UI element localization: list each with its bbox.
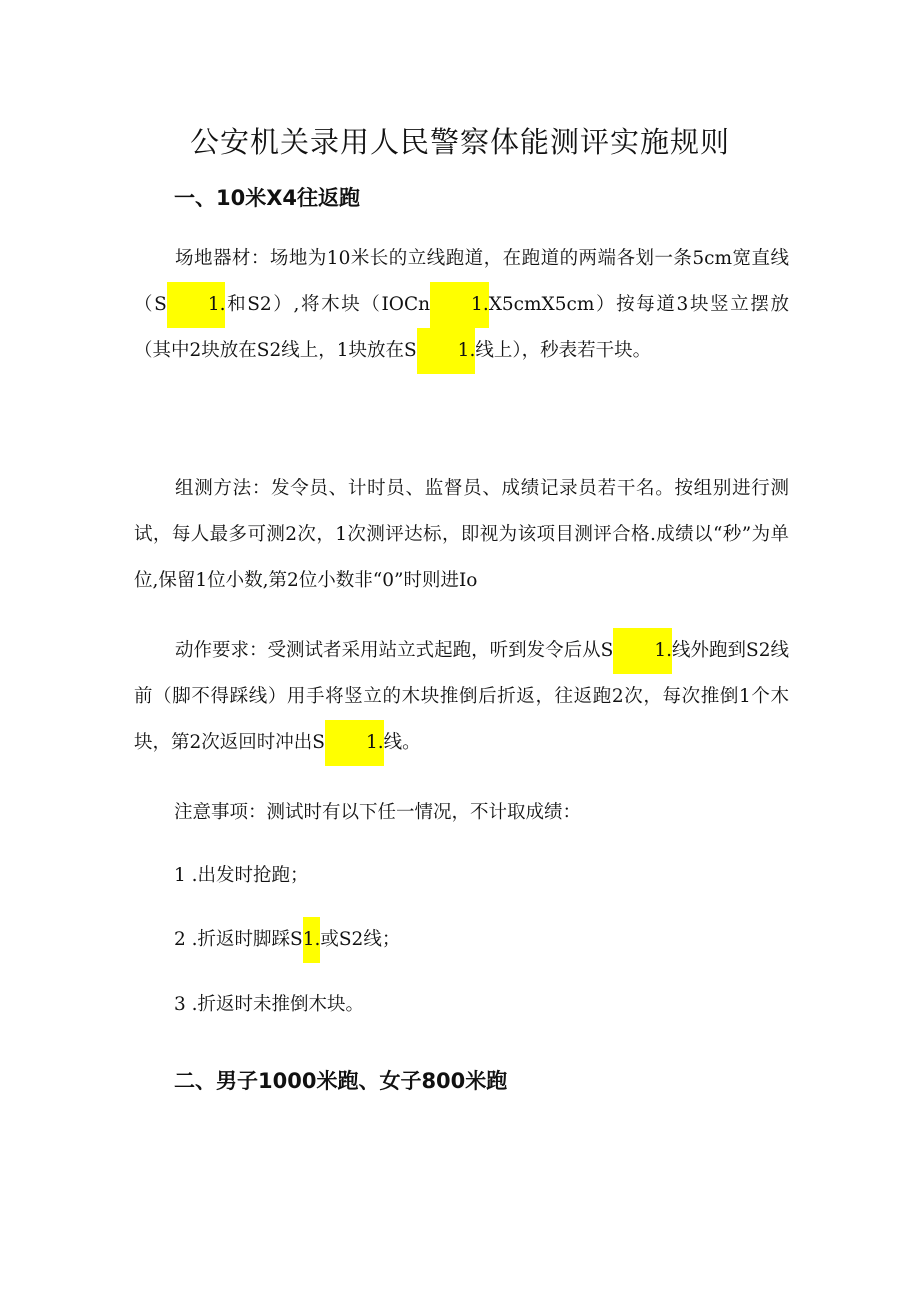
method-paragraph: 组测方法：发令员、计时员、监督员、成绩记录员若干名。按组别进行测试，每人最多可测2次，1次测评达标，即视为该项目测评合格.成绩以“秒”为单位,保留1位小数,第2位小数非“0”时则进Io [134, 478, 789, 591]
note-item-3: 3 .折返时未推倒木块。 [174, 994, 365, 1015]
action-paragraph: 动作要求：受测试者采用站立式起跑，听到发令后从S 1.线外跑到S2线前（脚不得踩线）用手将竖立的木块推倒后折返，往返跑2次，每次推倒1个木块，第2次返回时冲出S 1.线。 [134, 628, 789, 766]
section-2-heading: 二、男子1000米跑、女子800米跑 [174, 1069, 508, 1093]
highlight-mark: 1. [167, 282, 226, 328]
note-item-2: 2 .折返时脚踩S1.或S2线； [174, 917, 400, 963]
section-1-heading: 一、10米X4往返跑 [174, 186, 361, 210]
note-item-1: 1 .出发时抢跑； [174, 865, 309, 886]
equipment-paragraph: 场地器材：场地为10米长的立线跑道，在跑道的两端各划一条5cm宽直线（S 1.和S2）,将木块（IOCn 1.X5cmX5cm）按每道3块竖立摆放（其中2块放在S2线上，1块放在S 1.线上），秒表若干块。 [134, 236, 789, 374]
highlight-mark: 1. [325, 720, 384, 766]
highlight-mark: 1. [613, 628, 672, 674]
highlight-mark: 1. [430, 282, 489, 328]
notes-intro: 注意事项：测试时有以下任一情况，不计取成绩： [174, 802, 582, 823]
document-title: 公安机关录用人民警察体能测评实施规则 [189, 125, 730, 159]
highlight-mark: 1. [303, 917, 321, 963]
highlight-mark: 1. [417, 328, 476, 374]
